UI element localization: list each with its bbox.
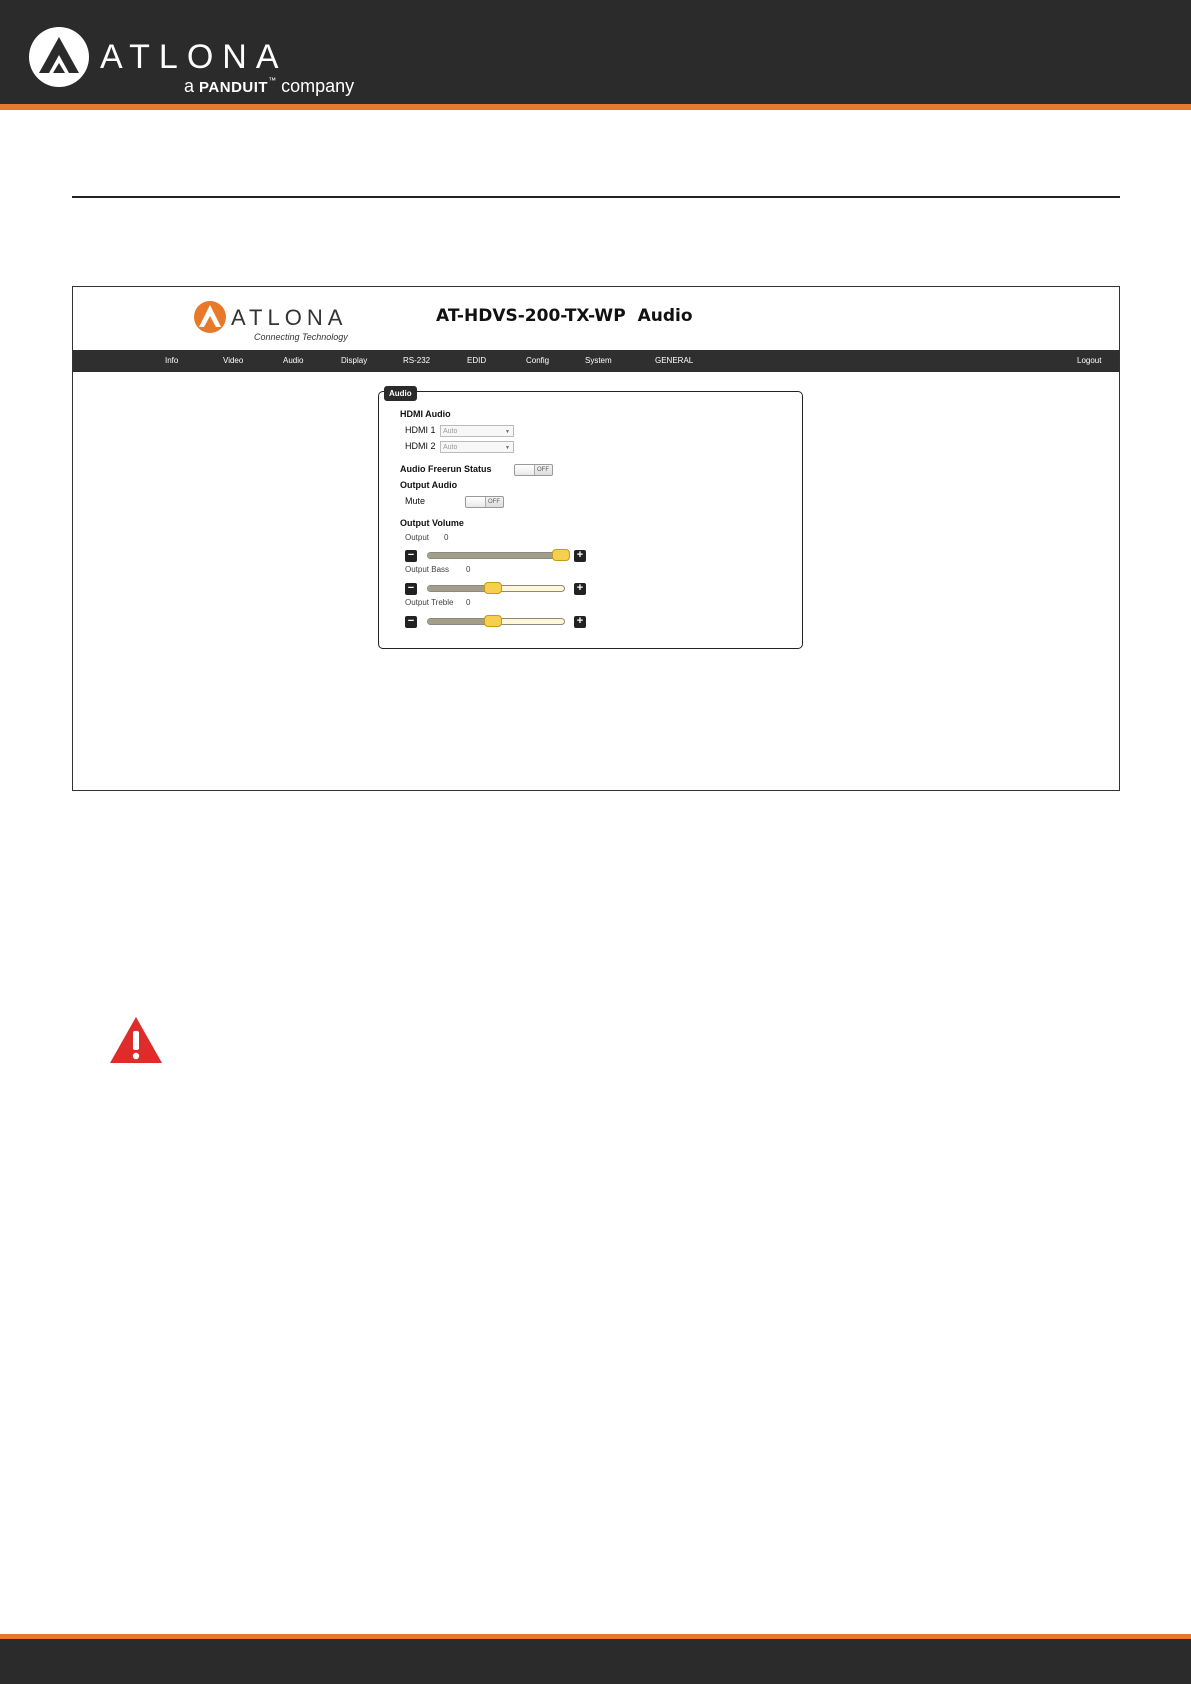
- atlona-mark-icon: [193, 297, 373, 337]
- brand-subline: a PANDUIT™ company: [184, 76, 355, 96]
- freerun-toggle[interactable]: OFF: [514, 464, 553, 476]
- nav-item-audio[interactable]: Audio: [283, 356, 304, 365]
- page-footer: [0, 1634, 1191, 1684]
- nav-item-info[interactable]: Info: [165, 356, 179, 365]
- page-header: [0, 0, 1191, 110]
- nav-bar: [73, 350, 1119, 372]
- nav-item-video[interactable]: Video: [223, 356, 244, 365]
- chevron-down-icon: ▼: [505, 429, 510, 435]
- svg-text:ATLONA: ATLONA: [100, 40, 288, 72]
- output-bass-slider[interactable]: [427, 585, 565, 592]
- warning-icon: [108, 1015, 164, 1065]
- output-treble-minus-button[interactable]: [405, 616, 417, 628]
- footer-accent-bar: [0, 1634, 1191, 1639]
- output-plus-button[interactable]: [574, 550, 586, 562]
- hdmi-audio-heading: HDMI Audio: [400, 409, 451, 419]
- section-divider: [72, 196, 1120, 198]
- nav-item-system[interactable]: System: [585, 356, 612, 365]
- logout-link[interactable]: Logout: [1077, 356, 1102, 365]
- output-bass-minus-button[interactable]: [405, 583, 417, 595]
- nav-item-general[interactable]: GENERAL: [655, 356, 694, 365]
- web-ui-screenshot: [72, 286, 1120, 791]
- output-audio-heading: Output Audio: [400, 480, 458, 490]
- output-bass-plus-button[interactable]: [574, 583, 586, 595]
- audio-panel: [378, 391, 803, 649]
- output-bass-label: Output Bass: [405, 565, 450, 574]
- chevron-down-icon: ▼: [505, 445, 510, 451]
- nav-item-edid[interactable]: EDID: [467, 356, 487, 365]
- plus-icon: +: [576, 549, 584, 561]
- output-value: 0: [444, 533, 449, 542]
- slider-handle[interactable]: [484, 582, 502, 594]
- output-bass-value: 0: [466, 565, 471, 574]
- minus-icon: −: [407, 582, 415, 594]
- hdmi2-label: HDMI 2: [405, 441, 436, 451]
- minus-icon: −: [407, 549, 415, 561]
- atlona-mark-icon: [27, 25, 91, 89]
- panel-tab-audio: Audio: [384, 386, 417, 401]
- freerun-label: Audio Freerun Status: [400, 464, 492, 474]
- slider-handle[interactable]: [552, 549, 570, 561]
- output-minus-button[interactable]: [405, 550, 417, 562]
- nav-item-display[interactable]: Display: [341, 356, 368, 365]
- hdmi1-label: HDMI 1: [405, 425, 436, 435]
- output-treble-label: Output Treble: [405, 598, 454, 607]
- plus-icon: +: [576, 615, 584, 627]
- hdmi1-select[interactable]: Auto ▼: [440, 425, 514, 437]
- output-treble-value: 0: [466, 598, 471, 607]
- mute-toggle[interactable]: OFF: [465, 496, 504, 508]
- hdmi2-select[interactable]: Auto ▼: [440, 441, 514, 453]
- page-title: AT-HDVS-200-TX-WP Audio: [436, 306, 693, 326]
- plus-icon: +: [576, 582, 584, 594]
- slider-handle[interactable]: [484, 615, 502, 627]
- output-volume-heading: Output Volume: [400, 518, 464, 528]
- brand-wordmark: [100, 40, 370, 72]
- tagline: Connecting Technology: [254, 332, 348, 342]
- shot-logo: [193, 297, 373, 343]
- output-treble-plus-button[interactable]: [574, 616, 586, 628]
- mute-label: Mute: [405, 496, 426, 506]
- output-label: Output: [405, 533, 430, 542]
- nav-item-rs232[interactable]: RS-232: [403, 356, 431, 365]
- svg-text:ATLONA: ATLONA: [231, 305, 348, 330]
- minus-icon: −: [407, 615, 415, 627]
- header-accent-bar: [0, 104, 1191, 110]
- output-slider[interactable]: [427, 552, 565, 559]
- nav-item-config[interactable]: Config: [526, 356, 550, 365]
- output-treble-slider[interactable]: [427, 618, 565, 625]
